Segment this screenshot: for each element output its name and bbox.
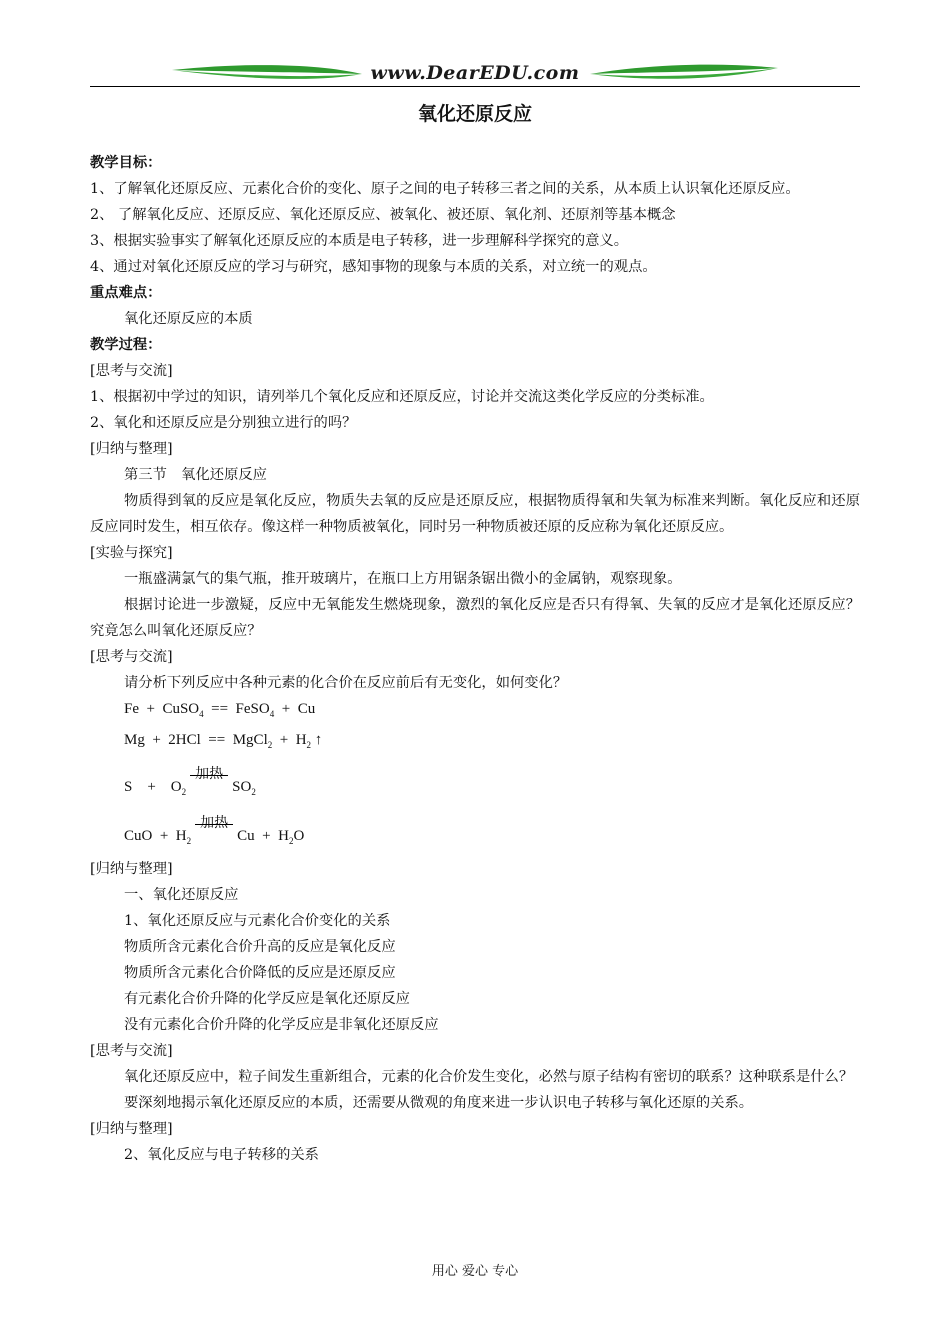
goal-item: 1、了解氧化还原反应、元素化合价的变化、原子之间的电子转移三者之间的关系，从本质上认识氧化还原反应。: [90, 181, 800, 197]
summary-line: 物质所含元素化合价降低的反应是还原反应: [124, 965, 396, 981]
goals-heading: 教学目标：: [90, 155, 162, 171]
key-points-text: 氧化还原反应的本质: [124, 311, 253, 327]
question-item: 1、根据初中学过的知识，请列举几个氧化反应和还原反应，讨论并交流这类化学反应的分类标准。: [90, 389, 714, 405]
process-heading: 教学过程：: [90, 337, 162, 353]
page-footer: 用心 爱心 专心: [431, 1264, 519, 1279]
equation-cuo-h2: CuO + $H_2$ 加热 $Cu + H_2O$: [124, 815, 305, 846]
paragraph: 氧化还原反应中，粒子间发生重新组合，元素的化合价发生变化，必然与原子结构有密切的联系？这种联系是什么？: [124, 1069, 854, 1085]
question-item: 2、氧化和还原反应是分别独立进行的吗？: [90, 415, 357, 431]
section-tag: [归纳与整理]: [90, 1121, 173, 1137]
summary-line: 有元素化合价升降的化学反应是氧化还原反应: [124, 991, 410, 1007]
summary-line: 没有元素化合价升降的化学反应是非氧化还原反应: [124, 1017, 439, 1033]
paragraph: 请分析下列反应中各种元素的化合价在反应前后有无变化，如何变化？: [124, 675, 568, 691]
key-points-heading: 重点难点：: [90, 285, 162, 301]
paragraph: 要深刻地揭示氧化还原反应的本质，还需要从微观的角度来进一步认识电子转移与氧化还原的关系。: [124, 1095, 754, 1111]
equation-mg-hcl: Mg + 2HCl == MgCl$_2$ + $H_2$ ↑: [124, 732, 323, 750]
goal-item: 4、通过对氧化还原反应的学习与研究，感知事物的现象与本质的关系，对立统一的观点。: [90, 259, 657, 275]
section-tag: [归纳与整理]: [90, 441, 173, 457]
paragraph: 物质得到氧的反应是氧化反应，物质失去氧的反应是还原反应，根据物质得氧和失氧为标准来判断。氧化反应和还原反应同时发生，相互依存。像这样一种物质被氧化，同时另一种物质被还原的反应称为氧化还原反应。: [90, 493, 860, 535]
document-body: [90, 150, 860, 1168]
page-title: 氧化还原反应: [417, 103, 532, 125]
equation-fe-cuso4: Fe + CuSO$_4$ == FeSO$_4$ + Cu: [124, 701, 316, 719]
section-tag: [实验与探究]: [90, 545, 173, 561]
summary-line: 2、氧化反应与电子转移的关系: [124, 1147, 319, 1163]
section-tag: [归纳与整理]: [90, 861, 173, 877]
summary-line: 1、氧化还原反应与元素化合价变化的关系: [124, 913, 391, 929]
section-tag: [思考与交流]: [90, 1043, 173, 1059]
reaction-condition: 加热: [195, 826, 233, 840]
reaction-condition: 加热: [190, 777, 228, 791]
summary-line: 物质所含元素化合价升高的反应是氧化反应: [124, 939, 396, 955]
section-tag: [思考与交流]: [90, 363, 173, 379]
paragraph: 根据讨论进一步激疑，反应中无氧能发生燃烧现象，激烈的氧化反应是否只有得氧、失氧的反应才是氧化还原反应？究竟怎么叫氧化还原反应？: [90, 597, 860, 639]
site-logo: www.DearEDU.com: [370, 62, 580, 84]
goal-item: 2、 了解氧化反应、还原反应、氧化还原反应、被氧化、被还原、氧化剂、还原剂等基本概念: [90, 207, 676, 223]
section-subtitle: 第三节 氧化还原反应: [124, 467, 267, 483]
section-tag: [思考与交流]: [90, 649, 173, 665]
paragraph: 一瓶盛满氯气的集气瓶，推开玻璃片，在瓶口上方用锯条锯出微小的金属钠，观察现象。: [124, 571, 682, 587]
header-rule: [90, 86, 860, 87]
summary-line: 一、氧化还原反应: [124, 887, 239, 903]
equation-s-o2: S + $O_2$ 加热 $SO_2$: [124, 766, 256, 797]
goal-item: 3、根据实验事实了解氧化还原反应的本质是电子转移，进一步理解科学探究的意义。: [90, 233, 629, 249]
